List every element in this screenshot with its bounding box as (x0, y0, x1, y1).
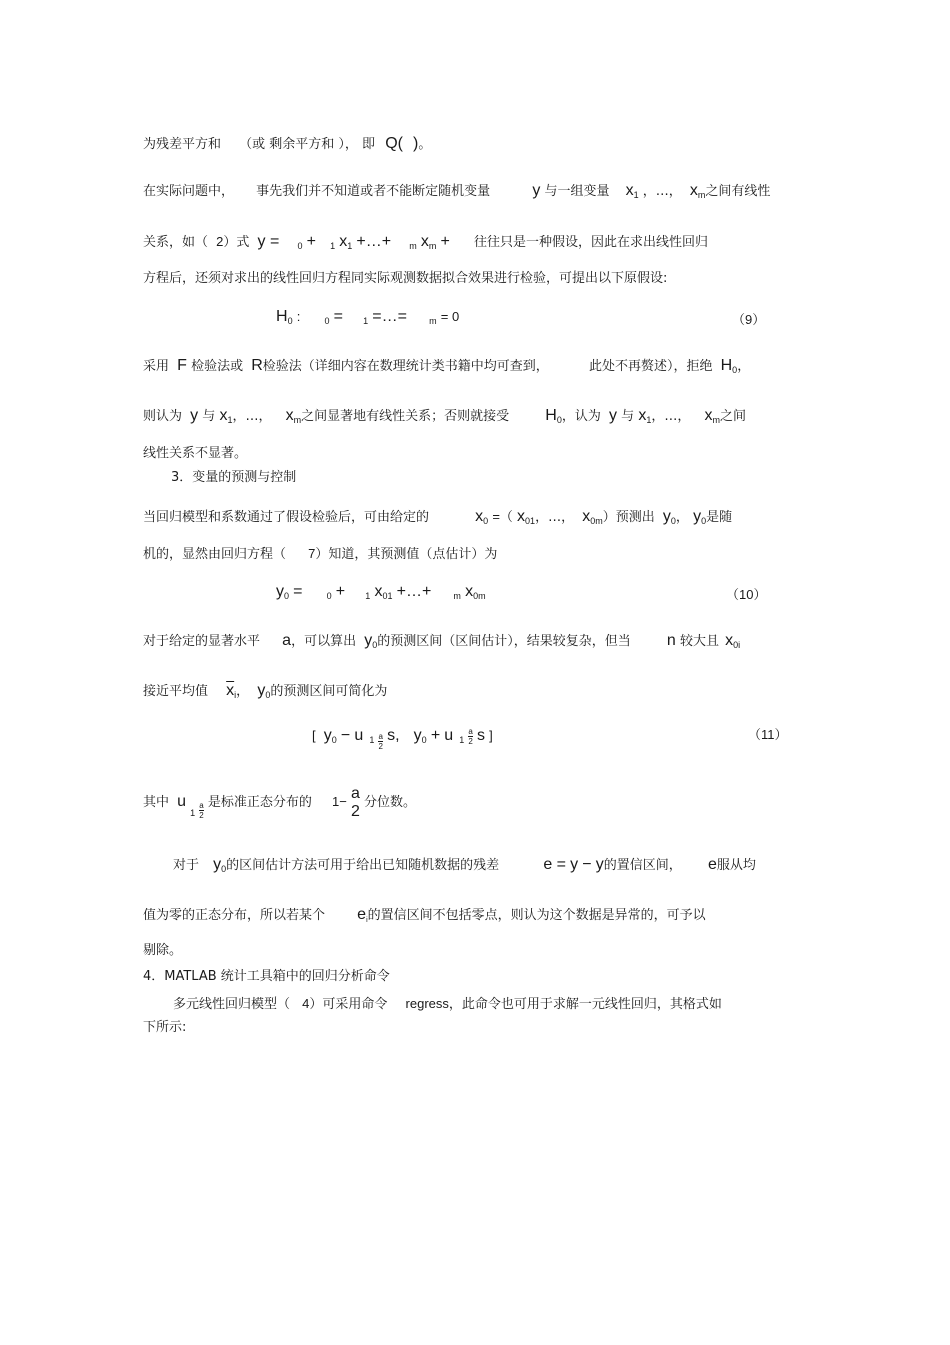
math-symbol: x (517, 508, 526, 525)
equation-number: （10） (726, 587, 767, 602)
subscript: 1 (633, 190, 639, 200)
math-symbol: = (293, 583, 303, 600)
text: ， (675, 510, 689, 525)
subscript: m (428, 241, 437, 251)
math-symbol: ) (412, 135, 419, 152)
subscript: m (712, 415, 720, 425)
paragraph-line (143, 509, 732, 529)
math-symbol: R (251, 357, 263, 374)
text: 的预测区间（区间估计），结果较复杂，但当 (377, 634, 631, 649)
math-symbol: − (340, 727, 351, 744)
subscript: i (234, 690, 237, 700)
text: 7）知道，其预测值（点估计）为 (308, 546, 498, 561)
text: 与 (202, 409, 216, 424)
subscript: 0 (324, 316, 330, 326)
text: 之间 (719, 409, 746, 424)
subscript: 0 (221, 864, 227, 874)
math-symbol: + (306, 233, 316, 250)
subscript: 0 (732, 365, 738, 375)
math-symbol: u (177, 793, 187, 810)
paragraph-line (143, 546, 497, 563)
math-symbol: y (662, 508, 671, 525)
equation-11 (312, 722, 493, 752)
subscript: 01 (525, 516, 536, 526)
paragraph-line (143, 358, 750, 378)
section-heading-text: 4．MATLAB 统计工具箱中的回归分析命令 (143, 969, 390, 984)
math-symbol: +…+ (396, 583, 432, 600)
fraction-denominator: 2 (378, 742, 383, 751)
subscript: 1 (190, 808, 196, 818)
text: 4）可采用命令 (302, 996, 388, 1011)
math-symbol: y (609, 407, 618, 424)
math-symbol: x (285, 407, 294, 424)
subscript: 0 (670, 516, 676, 526)
text: 的置信区间， (603, 858, 682, 873)
math-symbol: 1− (331, 794, 347, 809)
math-symbol: u (444, 727, 454, 744)
math-symbol: y (276, 583, 284, 600)
math-symbol: x (625, 182, 634, 199)
math-symbol: y (693, 508, 702, 525)
text: ，…， (232, 409, 272, 424)
fraction-denominator: 2 (199, 811, 204, 820)
code-command: regress (405, 996, 449, 1011)
fraction (351, 785, 360, 821)
text: 多元线性回归模型（ (173, 997, 291, 1012)
math-symbol: ] (489, 728, 493, 743)
math-symbol: =…= (372, 308, 407, 325)
math-symbol: = (333, 308, 343, 325)
paragraph-line (143, 183, 770, 203)
math-symbol: x (374, 583, 383, 600)
subscript: 0 (556, 415, 562, 425)
subscript: 0 (372, 640, 378, 650)
subscript: 0 (326, 591, 332, 601)
paragraph-line (143, 907, 706, 929)
math-symbol: y (532, 182, 541, 199)
text: 对于 (173, 858, 200, 873)
subscript: 0i (733, 640, 741, 650)
subscript: 0 (483, 516, 489, 526)
text: 下所示: (143, 1020, 187, 1035)
math-symbol: y (364, 632, 373, 649)
math-symbol: x (420, 233, 429, 250)
subscript: m (429, 316, 437, 326)
equation-number: （11） (748, 727, 788, 742)
text: 检验法或 (191, 359, 244, 374)
subscript: 1 (347, 241, 353, 251)
subscript: 0 (287, 316, 293, 326)
text: 服从均 (716, 858, 756, 873)
text: 之间有线性 (705, 184, 771, 199)
math-symbol: + (335, 583, 346, 600)
paragraph-line (173, 857, 756, 877)
text: 事先我们并不知道或者不能断定随机变量 (256, 184, 491, 199)
fraction (378, 732, 382, 751)
text: 值为零的正态分布，所以若某个 (143, 908, 326, 923)
text: 线性关系不显著。 (143, 446, 248, 461)
text: ， (236, 684, 250, 699)
fraction-numerator: a (199, 801, 204, 810)
subscript: 1 (363, 316, 369, 326)
subscript: 1 (646, 415, 652, 425)
text: 方程后，还须对求出的线性回归方程同实际观测数据拟合效果进行检验，可提出以下原假设: (143, 271, 668, 286)
text: 是随 (706, 510, 733, 525)
text: ， (737, 359, 751, 374)
math-symbol: x (582, 508, 591, 525)
section-heading (143, 969, 390, 985)
math-symbol: + (430, 727, 441, 744)
math-symbol: n (666, 632, 676, 649)
paragraph-line (143, 782, 416, 833)
text: 往往只是一种假设，因此在求出线性回归 (474, 235, 709, 250)
fraction (199, 801, 203, 820)
equation-9 (276, 309, 459, 329)
math-symbol: x (339, 233, 348, 250)
text: 此处不再赘述），拒绝 (588, 359, 713, 374)
text: ，可以算出 (291, 634, 357, 649)
text: 的预测区间可简化为 (270, 684, 388, 699)
fraction (468, 727, 472, 746)
text: 较大且 (679, 634, 719, 649)
subscript: 1 (365, 591, 371, 601)
math-symbol: H (545, 407, 557, 424)
subscript: 01 (382, 591, 393, 601)
math-symbol: e (707, 856, 717, 873)
paragraph-line (143, 136, 431, 153)
subscript: m (293, 415, 302, 425)
math-symbol: u (354, 727, 364, 744)
math-symbol: x (689, 182, 698, 199)
subscript: 0 (284, 591, 290, 601)
subscript: i (366, 917, 368, 924)
math-symbol: y (213, 856, 222, 873)
math-symbol: s (476, 727, 485, 744)
text: 为残差平方和 (143, 137, 222, 152)
text: 接近平均值 (143, 684, 209, 699)
math-symbol: e = (543, 856, 567, 873)
paragraph-line (143, 1020, 186, 1036)
subscript: 1 (227, 415, 233, 425)
paragraph-line (143, 943, 182, 959)
paragraph-line (143, 633, 740, 653)
math-symbol: y (595, 856, 604, 873)
text: ）预测出 (602, 510, 655, 525)
subscript: 0 (421, 735, 427, 745)
text: 当回归模型和系数通过了假设检验后，可由给定的 (143, 510, 430, 525)
section-heading-text: 3．变量的预测与控制 (171, 470, 297, 485)
text: ，认为 (561, 409, 601, 424)
math-symbol: y (257, 682, 266, 699)
text: 的置信区间不包括零点，则认为这个数据是异常的，可予以 (367, 908, 706, 923)
math-symbol: H (276, 308, 288, 325)
text: ，…， (642, 184, 682, 199)
text: 与 (621, 409, 635, 424)
text: 2）式 (216, 234, 250, 249)
fraction-denominator: 2 (468, 737, 473, 746)
text: 是标准正态分布的 (207, 795, 312, 810)
text: 检验法（详细内容在数理统计类书籍中均可查到， (262, 359, 549, 374)
fraction-numerator: a (350, 784, 360, 802)
text: 。 (418, 137, 432, 152)
math-symbol: [ (312, 728, 316, 743)
text: 在实际问题中， (143, 184, 235, 199)
math-symbol: = 0 (440, 309, 460, 324)
paragraph-line (173, 996, 722, 1013)
math-symbol: H (720, 357, 733, 374)
paragraph-line (143, 234, 708, 254)
text: 机的，显然由回归方程（ (143, 547, 287, 562)
equation-10 (276, 584, 486, 604)
math-symbol: y (323, 727, 332, 744)
text: （或 剩余平方和 ）， 即 (239, 137, 376, 152)
math-symbol: +…+ (356, 233, 392, 250)
subscript: 0m (590, 516, 603, 526)
paragraph-line (143, 271, 667, 287)
equation-number: （9） (732, 312, 766, 327)
math-symbol: $\overline{x}$ (226, 682, 235, 699)
fraction-numerator: a (468, 727, 473, 736)
subscript: 0 (297, 241, 303, 251)
math-symbol: Q( (385, 135, 403, 152)
math-symbol: + (440, 233, 450, 250)
math-symbol: F (177, 357, 187, 374)
fraction-denominator: 2 (350, 802, 360, 820)
math-symbol: x (465, 583, 474, 600)
subscript: 1 (369, 735, 375, 745)
math-symbol: x (725, 632, 734, 649)
text: 与一组变量 (544, 184, 610, 199)
math-symbol: − (582, 856, 592, 873)
math-symbol: y (190, 407, 199, 424)
subscript: 0 (265, 690, 271, 700)
paragraph-line (143, 446, 247, 462)
subscript: 0 (331, 735, 337, 745)
math-symbol: y (413, 727, 422, 744)
fraction-numerator: a (378, 732, 383, 741)
subscript: 1 (459, 735, 465, 745)
subscript: 0m (473, 591, 486, 601)
text: 的区间估计方法可用于给出已知随机数据的残差 (226, 858, 500, 873)
text: ，此命令也可用于求解一元线性回归，其格式如 (448, 997, 722, 1012)
text: ，…， (535, 510, 575, 525)
text: 则认为 (143, 409, 183, 424)
subscript: m (409, 241, 417, 251)
paragraph-line (143, 683, 387, 703)
math-symbol: x (219, 407, 228, 424)
text: 剔除。 (143, 943, 183, 958)
text: ，…， (651, 409, 691, 424)
text: 采用 (143, 359, 170, 374)
math-symbol: y (570, 856, 579, 873)
math-symbol: y = (257, 233, 280, 250)
math-symbol: s, (387, 727, 400, 744)
math-symbol: x (638, 407, 647, 424)
text: 其中 (143, 795, 170, 810)
math-symbol: e (357, 906, 367, 923)
math-symbol: a (282, 632, 292, 649)
text: 分位数。 (363, 795, 416, 810)
math-symbol: : (296, 309, 301, 324)
text: 之间显著地有线性关系；否则就接受 (301, 409, 510, 424)
paragraph-line (143, 408, 746, 428)
subscript: m (453, 591, 461, 601)
math-symbol: x (475, 508, 484, 525)
math-symbol: =（ (492, 509, 513, 524)
section-heading (171, 470, 296, 486)
subscript: 1 (330, 241, 336, 251)
subscript: m (697, 190, 706, 200)
text: 关系，如（ (143, 235, 209, 250)
subscript: 0 (701, 516, 707, 526)
math-symbol: x (704, 407, 713, 424)
text: 对于给定的显著水平 (143, 634, 261, 649)
